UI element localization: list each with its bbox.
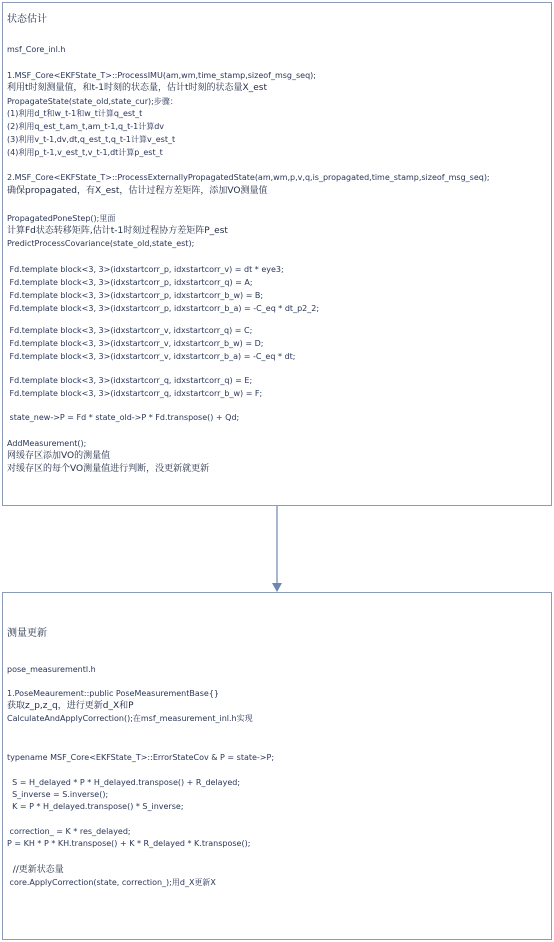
box1-text-line: AddMeasurement();	[7, 439, 87, 448]
box1-text-line: Fd.template block<3, 3>(idxstartcorr_p, idxstartcorr_q) = A;	[7, 278, 253, 287]
box1-text-line: Fd.template block<3, 3>(idxstartcorr_q, idxstartcorr_q) = E;	[7, 376, 253, 385]
box1-text-line: Fd.template block<3, 3>(idxstartcorr_v, idxstartcorr_q) = C;	[7, 326, 253, 335]
box2-text-line: //更新状态量	[7, 865, 64, 875]
box1-text-line: PropagateState(state_old,state_cur);步骤：	[7, 97, 178, 106]
box1-text-line: 对缓存区的每个VO测量值进行判断，没更新就更新	[7, 464, 210, 474]
box2-text-line: K = P * H_delayed.transpose() * S_inverse;	[7, 802, 184, 811]
box2-text-line: P = KH * P * KH.transpose() + K * R_delayed * K.transpose();	[7, 839, 251, 848]
box1-text-line: PropagatedPoneStep();里面	[7, 214, 116, 223]
box2-text-line: 获取z_p,z_q，进行更新d_X和P	[7, 701, 134, 711]
box2-text-line: S = H_delayed * P * H_delayed.transpose() + R_delayed;	[7, 778, 241, 787]
box1-text-line: (4)利用p_t-1,v_est_t,v_t-1,dt计算p_est_t	[7, 148, 163, 157]
box1-title: 状态估计	[7, 14, 47, 25]
box1-text-line: (3)利用v_t-1,dv,dt,q_est_t,q_t-1计算v_est_t	[7, 135, 176, 144]
box1-text-line: Fd.template block<3, 3>(idxstartcorr_p, idxstartcorr_b_a) = -C_eq * dt_p2_2;	[7, 304, 320, 313]
box1-text-line: 网缓存区添加VO的测量值	[7, 451, 111, 461]
box1-text-line: (2)利用q_est_t,am_t,am_t-1,q_t-1计算dv	[7, 122, 165, 131]
box2-text-line: 1.PoseMeaurement::public PoseMeasurementBase{}	[7, 689, 220, 698]
box1-text-line: state_new->P = Fd * state_old->P * Fd.transpose() + Qd;	[7, 413, 240, 422]
box1-text-line: 利用t时刻测量值，和t-1时刻的状态量，估计t时刻的状态量X_est	[7, 83, 267, 93]
box1-text-line: Fd.template block<3, 3>(idxstartcorr_v, idxstartcorr_b_w) = D;	[7, 339, 264, 348]
box2-text-line: typename MSF_Core<EKFState_T>::ErrorStateCov & P = state->P;	[7, 753, 275, 762]
box2-text-line: CalculateAndApplyCorrection();在msf_measurement_inl.h实现	[7, 714, 253, 723]
box1-text-line: Fd.template block<3, 3>(idxstartcorr_p, idxstartcorr_v) = dt * eye3;	[7, 265, 284, 274]
box1-text-line: Fd.template block<3, 3>(idxstartcorr_p, idxstartcorr_b_w) = B;	[7, 291, 264, 300]
measurement-update-box	[2, 592, 552, 940]
arrow-head-icon	[272, 583, 282, 592]
box2-text-line: correction_ = K * res_delayed;	[7, 827, 131, 836]
box2-title: 测量更新	[7, 628, 47, 639]
box2-text-line: pose_measurementl.h	[7, 665, 96, 674]
box1-text-line: Fd.template block<3, 3>(idxstartcorr_q, idxstartcorr_b_w) = F;	[7, 389, 263, 398]
box2-text-line: S_inverse = S.inverse();	[7, 790, 109, 799]
box1-text-line: Fd.template block<3, 3>(idxstartcorr_v, idxstartcorr_b_a) = -C_eq * dt;	[7, 352, 296, 361]
box1-text-line: 2.MSF_Core<EKFState_T>::ProcessExternallyPropagatedState(am,wm,p,v,q,is_propagated,time_stamp,sizeof_msg_seq);	[7, 173, 490, 182]
box1-text-line: (1)利用d_t和w_t-1和w_t计算q_est_t	[7, 109, 143, 118]
box1-text-line: 1.MSF_Core<EKFState_T>::ProcessIMU(am,wm,time_stamp,sizeof_msg_seq);	[7, 71, 316, 80]
box1-text-line: msf_Core_inl.h	[7, 45, 66, 54]
box1-text-line: PredictProcessCovariance(state_old,state_est);	[7, 239, 195, 248]
box1-text-line: 计算Fd状态转移矩阵,估计t-1时刻过程协方差矩阵P_est	[7, 226, 228, 236]
box2-text-line: core.ApplyCorrection(state, correction_);用d_X更新X	[7, 878, 216, 887]
box1-text-line: 确保propagated，有X_est，估计过程方差矩阵，添加VO测量值	[7, 186, 268, 196]
